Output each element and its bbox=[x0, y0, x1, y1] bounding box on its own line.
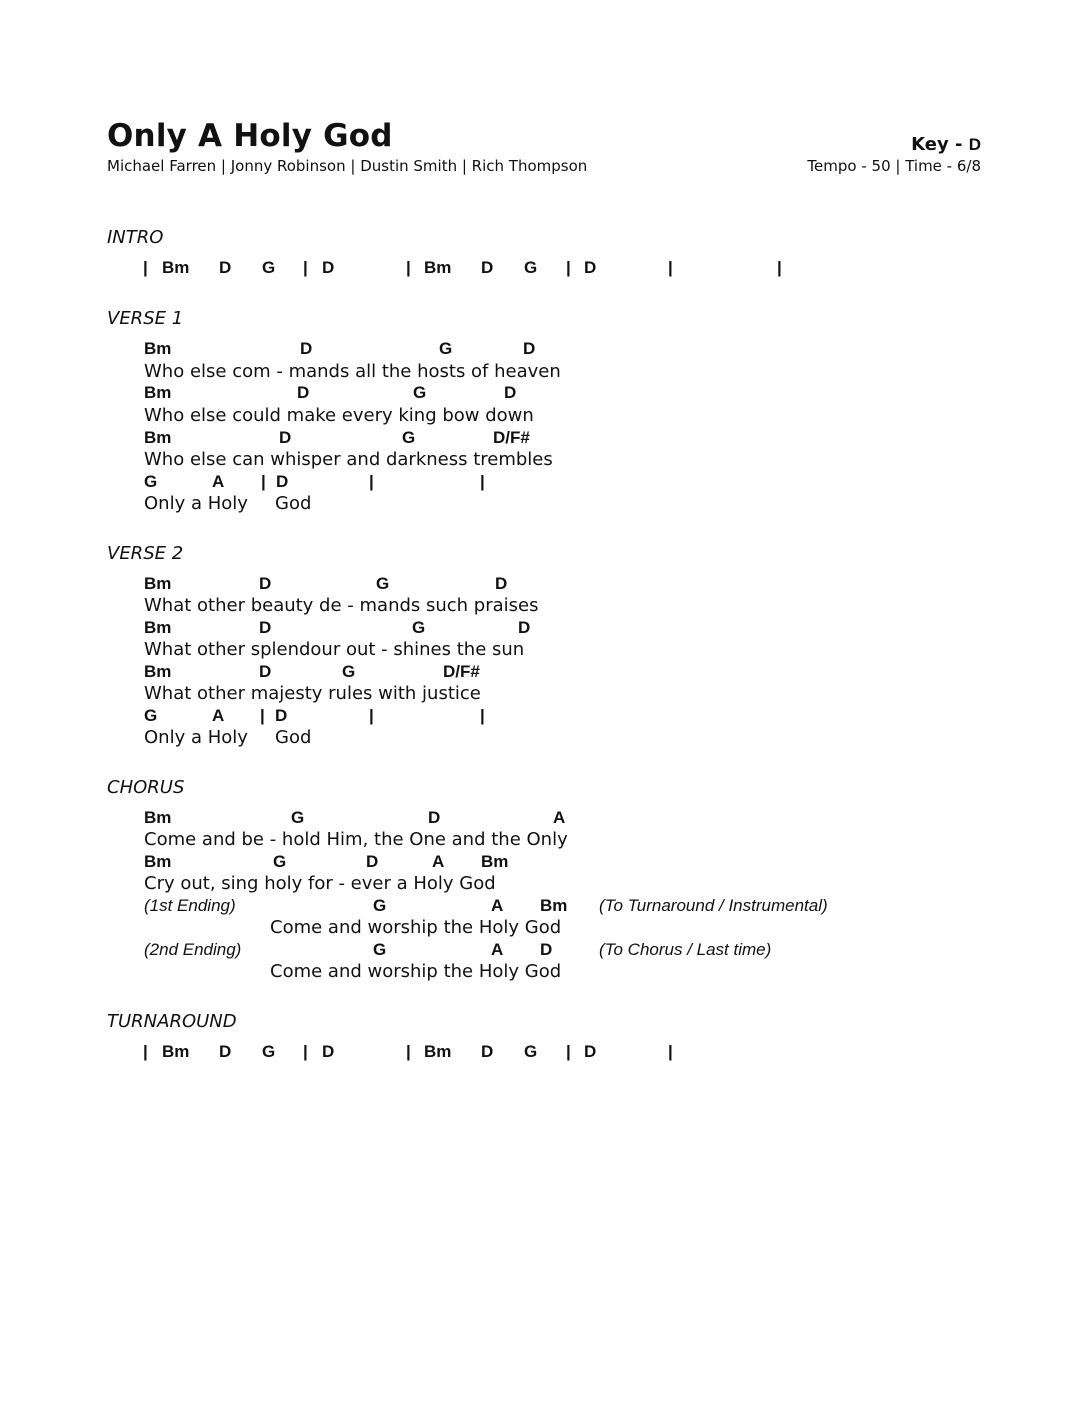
chord: D bbox=[584, 258, 597, 277]
chord: G bbox=[413, 383, 427, 402]
chord: D bbox=[504, 383, 517, 402]
chord: D bbox=[219, 258, 232, 277]
chord: G bbox=[342, 662, 356, 681]
lyric-line: Cry out, sing holy for - ever a Holy God bbox=[144, 873, 496, 894]
chord: | bbox=[668, 258, 673, 277]
chord: Bm bbox=[144, 339, 172, 358]
key-value: D bbox=[968, 135, 981, 154]
ending-label: (1st Ending) bbox=[144, 896, 236, 915]
lyric-line: Come and be - hold Him, the One and the Only bbox=[144, 829, 568, 850]
chord: A bbox=[212, 706, 225, 725]
chord: Bm bbox=[162, 258, 190, 277]
lyric-line: Only a Holy bbox=[144, 727, 248, 748]
lyric-line: God bbox=[275, 727, 312, 748]
chord: A bbox=[553, 808, 566, 827]
chord: G bbox=[273, 852, 287, 871]
lyric-line: Come and worship the Holy God bbox=[270, 961, 562, 982]
chord: | bbox=[369, 706, 374, 725]
lyric-line: Who else could make every king bow down bbox=[144, 405, 534, 426]
chord: D/F# bbox=[443, 662, 480, 681]
ending-note: (To Turnaround / Instrumental) bbox=[599, 896, 828, 915]
chord: A bbox=[491, 940, 504, 959]
section-label-chorus: CHORUS bbox=[107, 777, 185, 798]
chord: D bbox=[300, 339, 313, 358]
chord: D bbox=[518, 618, 531, 637]
chord: G bbox=[262, 258, 276, 277]
chord: Bm bbox=[144, 808, 172, 827]
chord: | bbox=[777, 258, 782, 277]
chord: D bbox=[481, 258, 494, 277]
chord: D bbox=[428, 808, 441, 827]
chord: Bm bbox=[144, 852, 172, 871]
chord: D bbox=[219, 1042, 232, 1061]
chord: D bbox=[366, 852, 379, 871]
chord: G bbox=[373, 896, 387, 915]
chord: D bbox=[297, 383, 310, 402]
section-label-turnaround: TURNAROUND bbox=[107, 1011, 237, 1032]
chord: | bbox=[566, 258, 571, 277]
chord: Bm bbox=[144, 428, 172, 447]
chord: D bbox=[322, 258, 335, 277]
chord: D bbox=[279, 428, 292, 447]
lyric-line: Come and worship the Holy God bbox=[270, 917, 562, 938]
chord: D bbox=[540, 940, 553, 959]
lyric-line: God bbox=[275, 493, 312, 514]
chord: | bbox=[143, 1042, 148, 1061]
lyric-line: Who else can whisper and darkness trembles bbox=[144, 449, 553, 470]
song-authors: Michael Farren | Jonny Robinson | Dustin Smith | Rich Thompson bbox=[107, 157, 588, 175]
chord: | bbox=[303, 258, 308, 277]
chord: Bm bbox=[540, 896, 568, 915]
chord: A bbox=[212, 472, 225, 491]
chord: | bbox=[143, 258, 148, 277]
chord: D bbox=[584, 1042, 597, 1061]
chord: Bm bbox=[424, 1042, 452, 1061]
chord: D bbox=[275, 706, 288, 725]
chord: Bm bbox=[144, 662, 172, 681]
section-label-intro: INTRO bbox=[107, 227, 164, 248]
song-title: Only A Holy God bbox=[107, 118, 393, 154]
chord: | bbox=[260, 706, 265, 725]
chord: G bbox=[524, 1042, 538, 1061]
ending-label: (2nd Ending) bbox=[144, 940, 242, 959]
chord: A bbox=[432, 852, 445, 871]
chord: G bbox=[402, 428, 416, 447]
chord: | bbox=[480, 706, 485, 725]
chord: | bbox=[369, 472, 374, 491]
tempo-time: Tempo - 50 | Time - 6/8 bbox=[807, 157, 981, 175]
chord: Bm bbox=[424, 258, 452, 277]
chord: | bbox=[303, 1042, 308, 1061]
chord: D bbox=[523, 339, 536, 358]
chord: Bm bbox=[144, 383, 172, 402]
chord: | bbox=[566, 1042, 571, 1061]
chord: G bbox=[144, 472, 158, 491]
chord: G bbox=[524, 258, 538, 277]
chord: G bbox=[144, 706, 158, 725]
chord: | bbox=[261, 472, 266, 491]
lyric-line: Who else com - mands all the hosts of heaven bbox=[144, 361, 561, 382]
chord: G bbox=[412, 618, 426, 637]
key-label: Key - bbox=[911, 134, 969, 155]
ending-note: (To Chorus / Last time) bbox=[599, 940, 772, 959]
lyric-line: Only a Holy bbox=[144, 493, 248, 514]
chord: D bbox=[259, 662, 272, 681]
chord: G bbox=[376, 574, 390, 593]
chord: G bbox=[291, 808, 305, 827]
chord: Bm bbox=[481, 852, 509, 871]
chord: G bbox=[439, 339, 453, 358]
lyric-line: What other majesty rules with justice bbox=[144, 683, 481, 704]
chord: D/F# bbox=[493, 428, 530, 447]
chord: | bbox=[480, 472, 485, 491]
chord: D bbox=[322, 1042, 335, 1061]
section-label-verse-1: VERSE 1 bbox=[107, 308, 184, 329]
chord: D bbox=[276, 472, 289, 491]
chord: G bbox=[373, 940, 387, 959]
chord: | bbox=[406, 1042, 411, 1061]
chord: D bbox=[481, 1042, 494, 1061]
song-key bbox=[911, 134, 981, 155]
chord: G bbox=[262, 1042, 276, 1061]
chord: | bbox=[668, 1042, 673, 1061]
section-label-verse-2: VERSE 2 bbox=[107, 543, 184, 564]
chord: Bm bbox=[162, 1042, 190, 1061]
chord: A bbox=[491, 896, 504, 915]
lyric-line: What other beauty de - mands such praises bbox=[144, 595, 539, 616]
chord: D bbox=[259, 574, 272, 593]
lyric-line: What other splendour out - shines the sun bbox=[144, 639, 525, 660]
chord: D bbox=[259, 618, 272, 637]
chord: | bbox=[406, 258, 411, 277]
chord: Bm bbox=[144, 618, 172, 637]
chord: D bbox=[495, 574, 508, 593]
chord: Bm bbox=[144, 574, 172, 593]
